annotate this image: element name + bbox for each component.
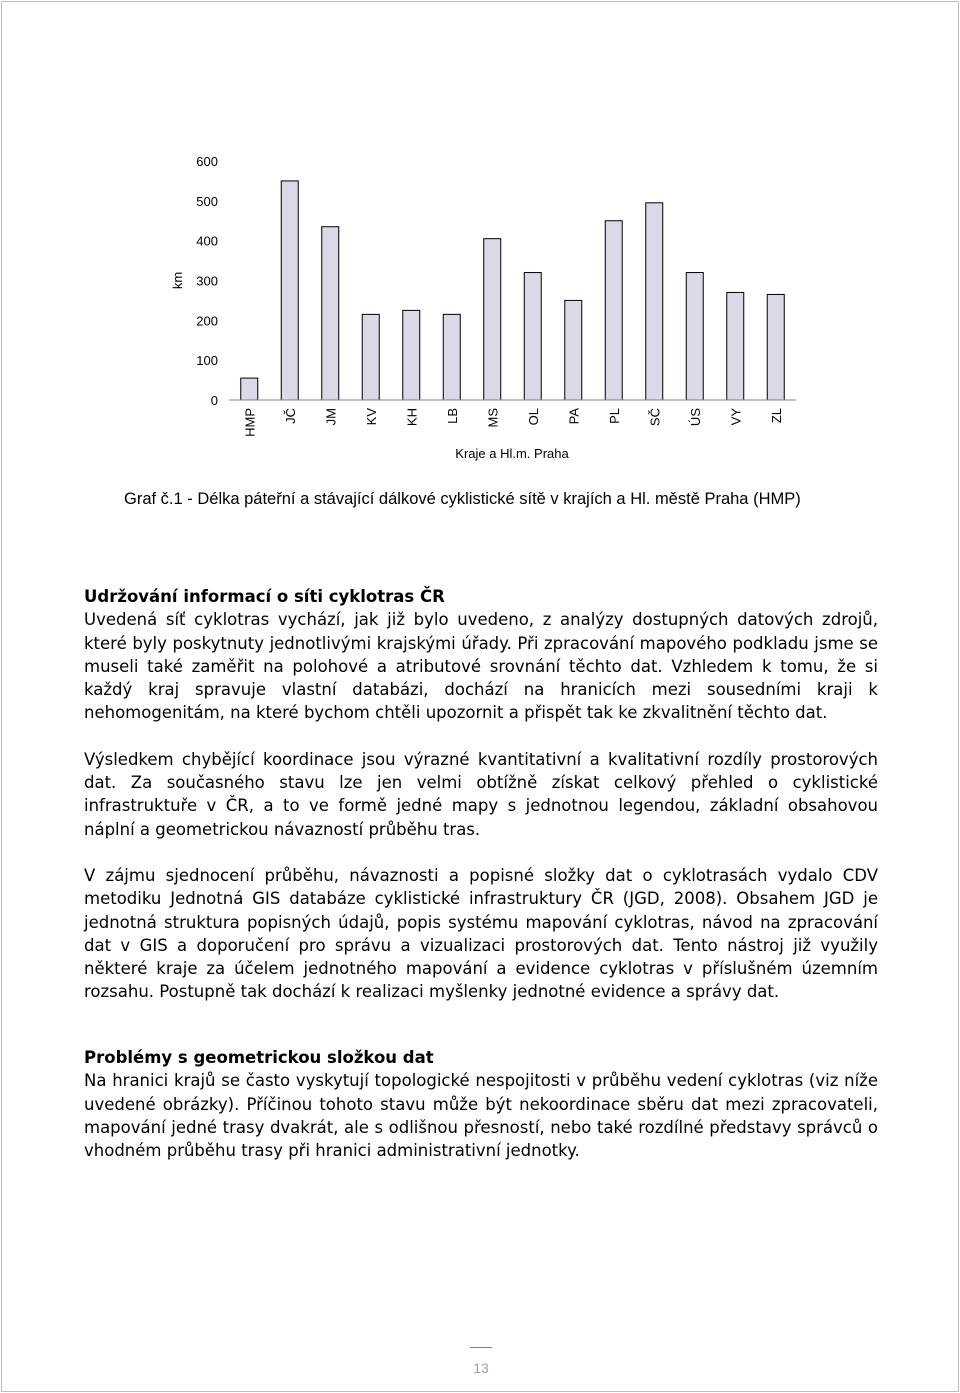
x-tick-label: SČ <box>647 408 663 427</box>
paragraph: Uvedená síť cyklotras vychází, jak již bylo uvedeno, z analýzy dostupných datových zdrojů, které byly poskytnuty jednotlivými krajskými úřady. Při zpracování mapového podkladu jsme se museli také zaměřit na polohové a atributové srovnání těchto dat. Vzhledem k tomu, že si každý kraj spravuje vlastní databázi, dochází na hranicích mezi sousedními kraji k nehomogenitám, na které bychom chtěli upozornit a přispět tak ke zkvalitnění těchto dat. <box>84 610 878 723</box>
y-axis-label-group <box>170 272 185 289</box>
x-tick-label: MS <box>485 408 501 428</box>
x-tick-labels <box>242 408 784 437</box>
y-tick-label: 600 <box>196 154 218 169</box>
x-tick-label: PL <box>606 408 622 424</box>
section-heading: Udržování informací o síti cyklotras ČR <box>84 587 445 606</box>
y-tick-label: 100 <box>196 353 218 369</box>
bar-VY <box>727 292 744 400</box>
bars <box>241 181 785 400</box>
x-tick-label: JM <box>323 408 339 426</box>
chart-caption: Graf č.1 - Délka páteřní a stávající dálkové cyklistické sítě v krajích a Hl. městě Praha (HMP) <box>124 490 801 508</box>
bar-ZL <box>767 294 784 400</box>
x-tick-label: VY <box>728 408 744 426</box>
section-cycle-network-info <box>84 585 878 1004</box>
bar-KV <box>362 314 379 400</box>
bar-PA <box>565 300 582 400</box>
bar-chart <box>0 140 960 475</box>
x-tick-label: KV <box>363 408 379 426</box>
paragraph: V zájmu sjednocení průběhu, návaznosti a popisné složky dat o cyklotrasách vydalo CDV metodiku Jednotná GIS databáze cyklistické infrastruktury ČR (JGD, 2008). Obsahem JGD je jednotná struktura popisných údajů, popis systému mapování cyklotras, návod na zpracování dat v GIS a doporučení pro správu a vizualizaci prostorových dat. Tento nástroj již využily některé kraje za účelem jednotného mapování a evidence cyklotras v příslušném územním rozsahu. Postupně tak dochází k realizaci myšlenky jednotné evidence a správy dat. <box>84 865 878 1002</box>
y-tick-label: 300 <box>196 273 218 289</box>
y-axis-title: km <box>170 271 185 290</box>
x-tick-label: HMP <box>242 408 258 437</box>
bar-ÚS <box>686 273 703 400</box>
y-tick-label: 500 <box>196 193 218 209</box>
x-tick-label: PA <box>566 408 582 425</box>
section-geometry-problems <box>84 1046 878 1162</box>
page-number: 13 <box>473 1360 489 1376</box>
y-tick-labels <box>196 154 218 408</box>
y-tick-label: 0 <box>210 393 218 408</box>
x-tick-label: ZL <box>768 408 784 424</box>
y-tick-label: 200 <box>196 313 218 329</box>
bar-PL <box>605 221 622 400</box>
bar-LB <box>443 314 460 400</box>
paragraph: Na hranici krajů se často vyskytují topologické nespojitosti v průběhu vedení cyklotras (viz níže uvedené obrázky). Příčinou tohoto stavu může být nekoordinace sběru dat mezi zpracovateli, mapování jedné trasy dvakrát, ale s odlišnou přesností, nebo také rozdílné představy správců o vhodném průběhu trasy při hranici administrativní jednotky. <box>84 1071 878 1161</box>
x-tick-label: JČ <box>282 408 298 424</box>
y-tick-label: 400 <box>196 233 218 249</box>
x-axis-title: Kraje a Hl.m. Praha <box>455 446 569 461</box>
x-tick-label: OL <box>525 408 541 426</box>
bar-KH <box>403 310 420 400</box>
x-tick-label: ÚS <box>687 408 703 427</box>
bar-MS <box>484 239 501 400</box>
section-heading: Problémy s geometrickou složkou dat <box>84 1048 434 1067</box>
bar-SČ <box>646 203 663 400</box>
footer-divider <box>470 1347 492 1348</box>
x-tick-label: KH <box>404 408 420 427</box>
paragraph: Výsledkem chybějící koordinace jsou výrazné kvantitativní a kvalitativní rozdíly prostorových dat. Za současného stavu lze jen velmi obtížně získat celkový přehled o cyklistické infrastruktuře v ČR, a to ve formě jedné mapy s jednotnou legendou, základní obsahovou náplní a geometrickou návazností průběhu tras. <box>84 749 878 839</box>
bar-HMP <box>241 378 258 400</box>
bar-OL <box>524 273 541 400</box>
bar-JM <box>322 227 339 400</box>
x-tick-label: LB <box>444 408 460 424</box>
bar-JČ <box>281 181 298 400</box>
